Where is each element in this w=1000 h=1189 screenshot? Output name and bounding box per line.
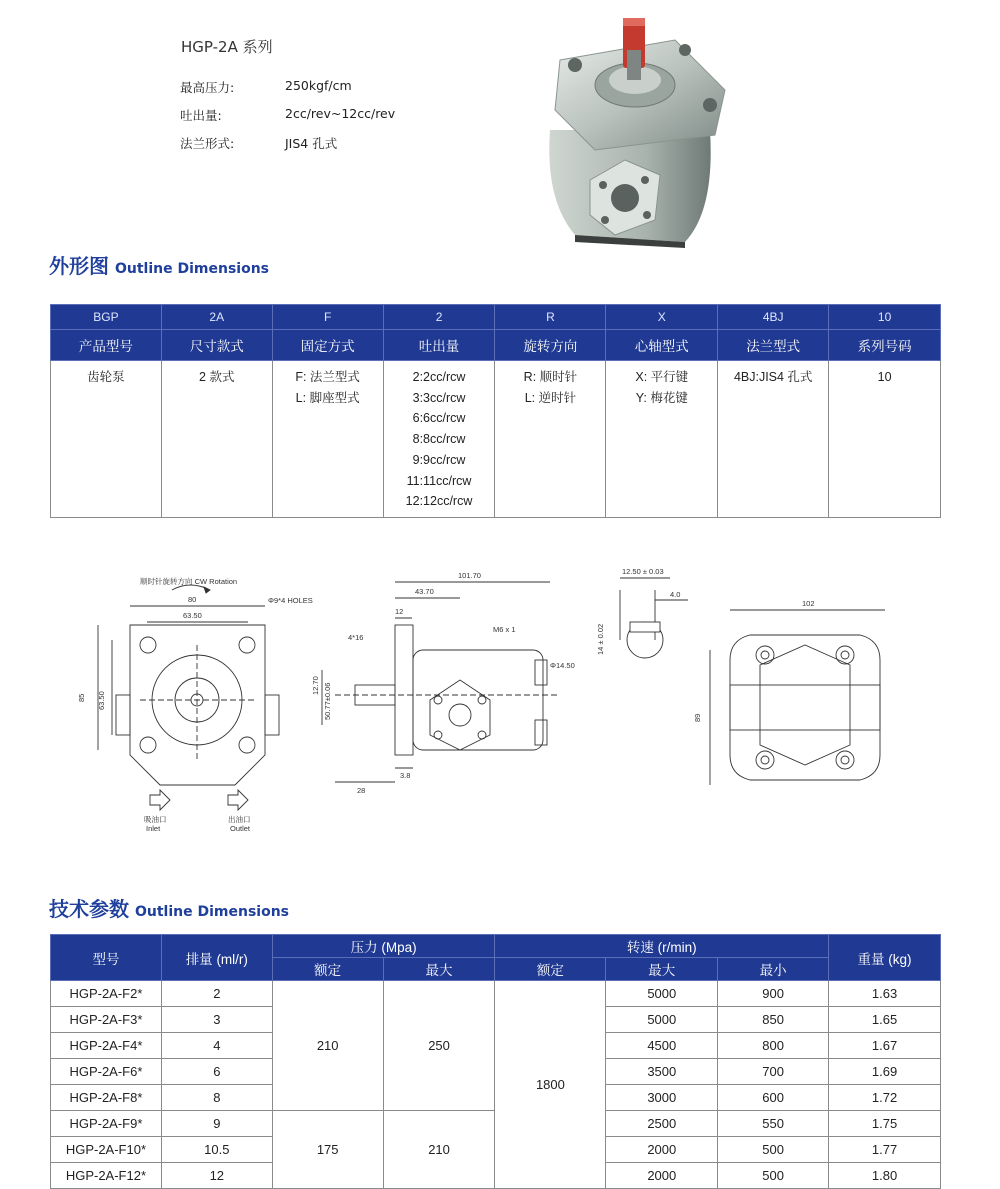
cell-weight: 1.63 bbox=[829, 981, 941, 1007]
dim-key-top: 12.50 ± 0.03 bbox=[622, 567, 664, 576]
code-label: 产品型号 bbox=[51, 330, 162, 361]
header-pressure-rated: 额定 bbox=[272, 958, 383, 981]
code-value: 8:8cc/rcw bbox=[412, 432, 466, 447]
section-heading-outline bbox=[49, 250, 269, 279]
section-heading-en: Outline Dimensions bbox=[115, 261, 270, 277]
inlet-cn: 吸油口 bbox=[144, 815, 167, 824]
code-label: 旋转方向 bbox=[495, 330, 606, 361]
cell-model: HGP-2A-F4* bbox=[51, 1033, 162, 1059]
code-value: L: 逆时针 bbox=[524, 390, 577, 405]
cell-weight: 1.72 bbox=[829, 1085, 941, 1111]
dim-102: 102 bbox=[802, 599, 815, 608]
code-value: 2:2cc/rcw bbox=[412, 370, 466, 384]
code-cell: 2A bbox=[161, 305, 272, 330]
cell-displacement: 6 bbox=[161, 1059, 272, 1085]
cell-speed-max: 4500 bbox=[606, 1033, 718, 1059]
cell-speed-max: 3500 bbox=[606, 1059, 718, 1085]
dim-28: 28 bbox=[357, 786, 366, 795]
dim-4x16: 4*16 bbox=[348, 633, 364, 642]
cell-weight: 1.77 bbox=[829, 1137, 941, 1163]
section-heading-cn: 技术参数 bbox=[49, 897, 129, 921]
code-value: F: 法兰型式 bbox=[295, 370, 360, 384]
cell-model: HGP-2A-F6* bbox=[51, 1059, 162, 1085]
code-value: 9:9cc/rcw bbox=[412, 452, 466, 467]
spec-value-flange: JIS4 孔式 bbox=[285, 136, 338, 151]
dim-5077: 50.77±0.06 bbox=[323, 682, 332, 720]
spec-label-flange: 法兰形式: bbox=[180, 136, 235, 151]
cell-model: HGP-2A-F9* bbox=[51, 1111, 162, 1137]
code-cell: R bbox=[495, 305, 606, 330]
cell-speed-min: 600 bbox=[718, 1085, 829, 1111]
front-view bbox=[77, 576, 313, 833]
cell-model: HGP-2A-F3* bbox=[51, 1007, 162, 1033]
code-label: 法兰型式 bbox=[718, 330, 829, 361]
outlet-cn: 出油口 bbox=[228, 815, 251, 824]
outline-drawing bbox=[60, 560, 940, 840]
code-label: 系列号码 bbox=[829, 330, 941, 361]
dim-key-40: 4.0 bbox=[670, 590, 681, 599]
pump-photo bbox=[535, 10, 750, 250]
table-row bbox=[51, 981, 941, 1007]
code-value: 11:11cc/rcw bbox=[406, 473, 472, 488]
code-value-cell bbox=[51, 361, 162, 518]
spec-label-displacement: 吐出量: bbox=[180, 108, 222, 123]
cell-pressure-rated: 210 bbox=[272, 981, 383, 1111]
dim-89: 89 bbox=[693, 713, 702, 722]
dim-6350-w: 63.50 bbox=[183, 611, 202, 620]
rear-view bbox=[693, 599, 885, 785]
code-label: 吐出量 bbox=[383, 330, 495, 361]
code-cell: X bbox=[606, 305, 718, 330]
code-value: Y: 梅花键 bbox=[635, 390, 688, 405]
dim-85: 85 bbox=[77, 693, 86, 702]
header-speed: 转速 (r/min) bbox=[495, 935, 829, 958]
code-cell: 10 bbox=[829, 305, 941, 330]
cell-pressure-max: 210 bbox=[383, 1111, 495, 1189]
cell-model: HGP-2A-F2* bbox=[51, 981, 162, 1007]
header-pressure-max: 最大 bbox=[383, 958, 495, 981]
rotation-label: 顺时针旋转方向 CW Rotation bbox=[140, 577, 238, 586]
code-cell: 2 bbox=[383, 305, 495, 330]
cell-weight: 1.67 bbox=[829, 1033, 941, 1059]
header-displacement: 排量 (ml/r) bbox=[161, 935, 272, 981]
cell-displacement: 8 bbox=[161, 1085, 272, 1111]
cell-speed-min: 550 bbox=[718, 1111, 829, 1137]
dim-1270: 12.70 bbox=[311, 676, 320, 695]
header-speed-max: 最大 bbox=[606, 958, 718, 981]
cell-speed-min: 500 bbox=[718, 1137, 829, 1163]
cell-pressure-max: 250 bbox=[383, 981, 495, 1111]
code-value: X: 平行键 bbox=[635, 370, 689, 384]
cell-weight: 1.65 bbox=[829, 1007, 941, 1033]
code-value: 12:12cc/rcw bbox=[405, 494, 473, 509]
dim-m6: M6 x 1 bbox=[493, 625, 516, 634]
header-speed-min: 最小 bbox=[718, 958, 829, 981]
inlet-en: Inlet bbox=[146, 824, 161, 833]
code-value: 齿轮泵 bbox=[87, 370, 125, 384]
cell-speed-max: 2000 bbox=[606, 1163, 718, 1189]
code-label: 固定方式 bbox=[272, 330, 383, 361]
cell-speed-rated: 1800 bbox=[495, 981, 606, 1189]
cell-displacement: 2 bbox=[161, 981, 272, 1007]
spec-value-displacement: 2cc/rev~12cc/rev bbox=[285, 106, 396, 121]
cell-model: HGP-2A-F8* bbox=[51, 1085, 162, 1111]
cell-displacement: 9 bbox=[161, 1111, 272, 1137]
code-value-cell bbox=[718, 361, 829, 518]
section-heading-en: Outline Dimensions bbox=[135, 904, 290, 920]
header-model: 型号 bbox=[51, 935, 162, 981]
model-code-table bbox=[50, 304, 941, 518]
cell-weight: 1.75 bbox=[829, 1111, 941, 1137]
dim-4370: 43.70 bbox=[415, 587, 434, 596]
code-value: 6:6cc/rcw bbox=[412, 411, 466, 426]
code-value-cell bbox=[272, 361, 383, 518]
cell-pressure-rated: 175 bbox=[272, 1111, 383, 1189]
side-view bbox=[311, 571, 575, 795]
code-value: 2 款式 bbox=[199, 370, 235, 384]
code-label: 心轴型式 bbox=[606, 330, 718, 361]
code-value: 3:3cc/rcw bbox=[412, 390, 466, 405]
cell-speed-max: 2000 bbox=[606, 1137, 718, 1163]
cell-displacement: 10.5 bbox=[161, 1137, 272, 1163]
cell-speed-max: 5000 bbox=[606, 1007, 718, 1033]
code-value-cell bbox=[606, 361, 718, 518]
cell-speed-max: 5000 bbox=[606, 981, 718, 1007]
key-detail bbox=[596, 567, 688, 658]
cell-speed-min: 500 bbox=[718, 1163, 829, 1189]
header-speed-rated: 额定 bbox=[495, 958, 606, 981]
dim-1450: Φ14.50 bbox=[550, 661, 575, 670]
cell-model: HGP-2A-F12* bbox=[51, 1163, 162, 1189]
dim-80: 80 bbox=[188, 595, 197, 604]
dim-key-side: 14 ± 0.02 bbox=[596, 623, 605, 655]
dim-6350-h: 63.50 bbox=[97, 691, 106, 710]
code-value-cell bbox=[161, 361, 272, 518]
section-heading-cn: 外形图 bbox=[49, 254, 109, 278]
code-cell: BGP bbox=[51, 305, 162, 330]
code-value-cell bbox=[495, 361, 606, 518]
section-heading-tech bbox=[49, 893, 289, 922]
dim-10170: 101.70 bbox=[458, 571, 481, 580]
spec-value-pressure: 250kgf/cm bbox=[285, 78, 352, 93]
header-weight: 重量 (kg) bbox=[829, 935, 941, 981]
cell-displacement: 12 bbox=[161, 1163, 272, 1189]
dim-38: 3.8 bbox=[400, 771, 411, 780]
tech-params-table bbox=[50, 934, 941, 1189]
cell-weight: 1.69 bbox=[829, 1059, 941, 1085]
code-value-cell bbox=[829, 361, 941, 518]
cell-displacement: 4 bbox=[161, 1033, 272, 1059]
outlet-en: Outlet bbox=[230, 824, 251, 833]
code-label: 尺寸款式 bbox=[161, 330, 272, 361]
cell-speed-min: 800 bbox=[718, 1033, 829, 1059]
code-value-cell bbox=[383, 361, 495, 518]
code-cell: 4BJ bbox=[718, 305, 829, 330]
code-value: 4BJ:JIS4 孔式 bbox=[733, 370, 813, 384]
cell-speed-min: 900 bbox=[718, 981, 829, 1007]
cell-weight: 1.80 bbox=[829, 1163, 941, 1189]
cell-speed-max: 2500 bbox=[606, 1111, 718, 1137]
code-value: L: 脚座型式 bbox=[295, 390, 360, 405]
holes-label: Φ9*4 HOLES bbox=[268, 596, 313, 605]
cell-displacement: 3 bbox=[161, 1007, 272, 1033]
code-value: 10 bbox=[877, 370, 892, 384]
cell-speed-min: 700 bbox=[718, 1059, 829, 1085]
cell-speed-min: 850 bbox=[718, 1007, 829, 1033]
code-cell: F bbox=[272, 305, 383, 330]
header-pressure: 压力 (Mpa) bbox=[272, 935, 495, 958]
cell-speed-max: 3000 bbox=[606, 1085, 718, 1111]
dim-12: 12 bbox=[395, 607, 404, 616]
product-title: HGP-2A 系列 bbox=[181, 38, 273, 56]
spec-label-pressure: 最高压力: bbox=[180, 80, 235, 95]
cell-model: HGP-2A-F10* bbox=[51, 1137, 162, 1163]
code-value: R: 顺时针 bbox=[523, 370, 578, 384]
